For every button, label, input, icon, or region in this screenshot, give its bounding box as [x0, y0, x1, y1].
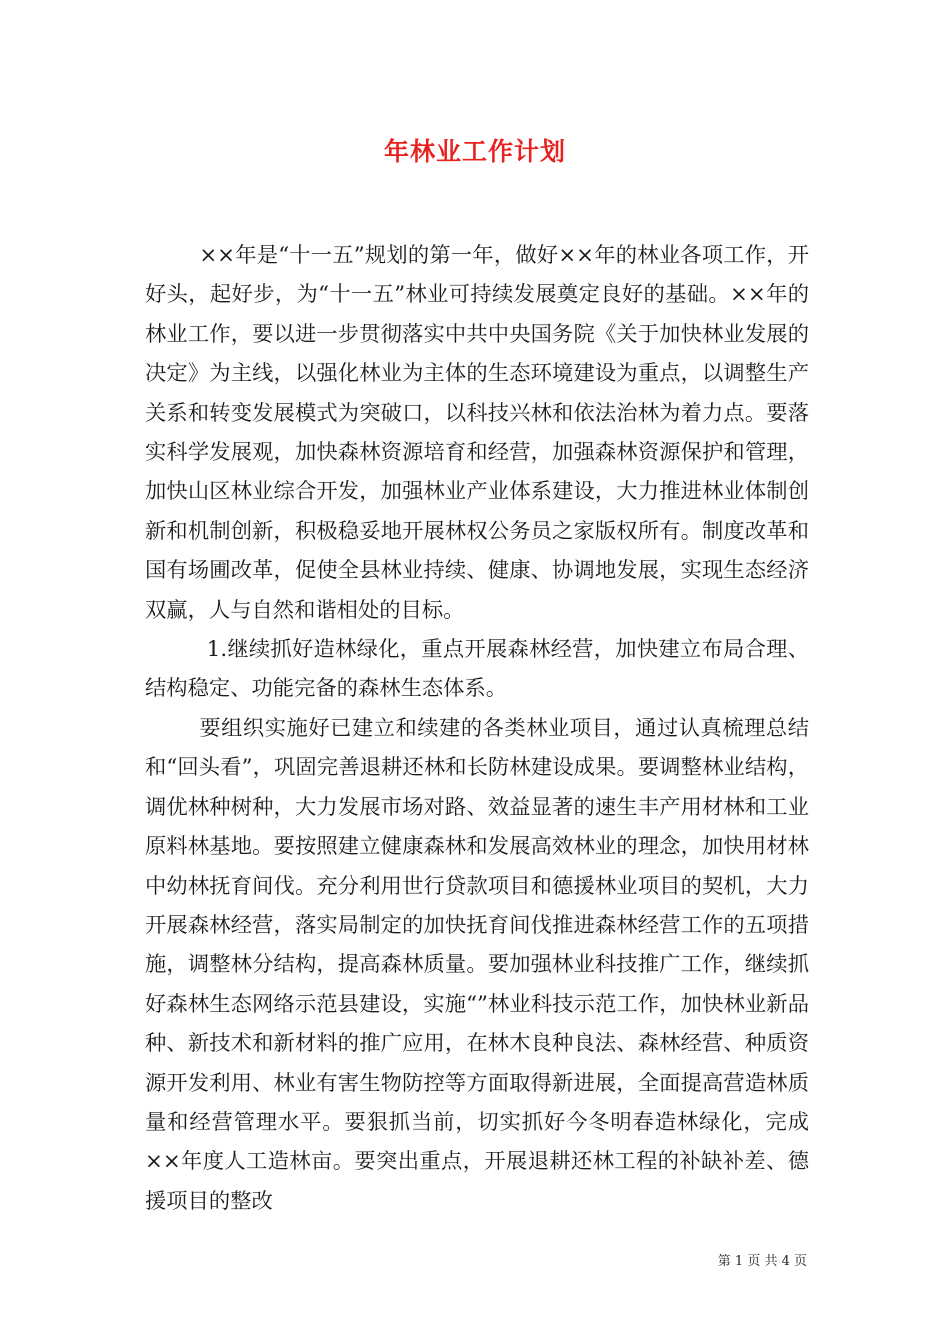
paragraph-intro: ××年是“十一五”规划的第一年，做好××年的林业各项工作，开好头，起好步，为“十一五”林业可持续发展奠定良好的基础。××年的林业工作，要以进一步贯彻落实中共中央国务院《关于加快林业发展的决定》为主线，以强化林业为主体的生态环境建设为重点，以调整生产关系和转变发展模式为突破口，以科技兴林和依法治林为着力点。要落实科学发展观，加快森林资源培育和经营，加强森林资源保护和管理，加快山区林业综合开发，加强林业产业体系建设，大力推进林业体制创新和机制创新，积极稳妥地开展林权公务员之家版权所有。制度改革和国有场圃改革，促使全县林业持续、健康、协调地发展，实现生态经济双赢，人与自然和谐相处的目标。: [145, 243, 809, 623]
paragraph-section-1-heading: 1.继续抓好造林绿化，重点开展森林经营，加快建立布局合理、结构稳定、功能完备的森林生态体系。: [145, 637, 809, 702]
paragraph-section-1-body: 要组织实施好已建立和续建的各类林业项目，通过认真梳理总结和“回头看”，巩固完善退耕还林和长防林建设成果。要调整林业结构，调优林种树种，大力发展市场对路、效益显著的速生丰产用材林和工业原料林基地。要按照建立健康森林和发展高效林业的理念，加快用材林中幼林抚育间伐。充分利用世行贷款项目和德援林业项目的契机，大力开展森林经营，落实局制定的加快抚育间伐推进森林经营工作的五项措施，调整林分结构，提高森林质量。要加强林业科技推广工作，继续抓好森林生态网络示范县建设，实施“”林业科技示范工作，加快林业新品种、新技术和新材料的推广应用，在林木良种良法、森林经营、种质资源开发利用、林业有害生物防控等方面取得新进展，全面提高营造林质量和经营管理水平。要狠抓当前，切实抓好今冬明春造林绿化，完成××年度人工造林亩。要突出重点，开展退耕还林工程的补缺补差、德援项目的整改: [145, 715, 809, 1214]
document-body: [145, 236, 809, 1221]
page-number: 第 1 页 共 4 页: [717, 1254, 807, 1269]
document-title: 年林业工作计划: [383, 137, 566, 166]
